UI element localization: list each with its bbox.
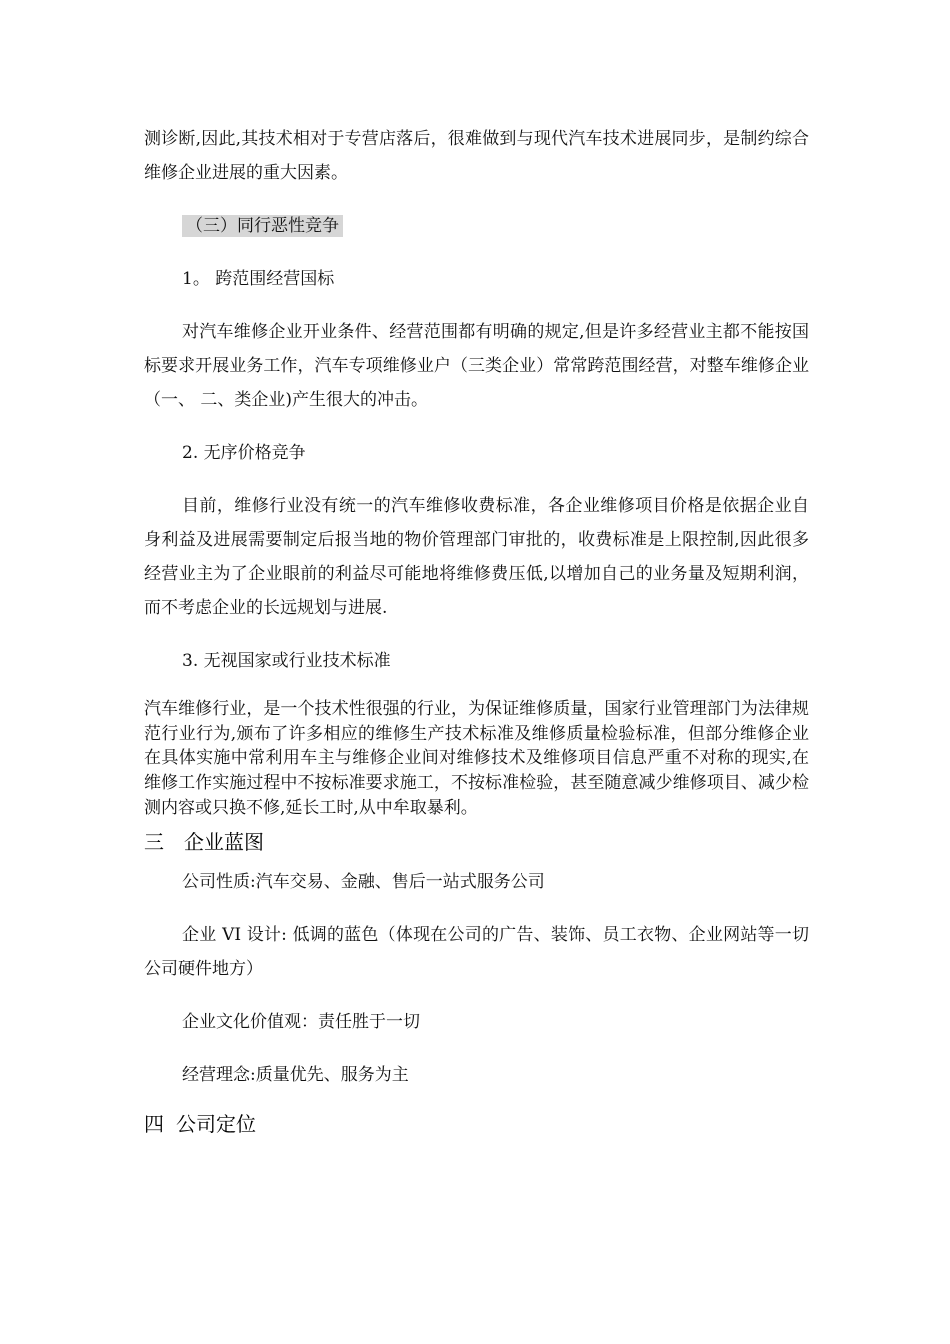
item-1-body: 对汽车维修企业开业条件、经营范围都有明确的规定,但是许多经营业主都不能按国标要求开展业务工作，汽车专项维修业户（三类企业）常常跨范围经营，对整车维修企业（一、 二、类企业)产生很大的冲击。 <box>144 322 809 410</box>
company-vi-design: 企业 VI 设计: 低调的蓝色（体现在公司的广告、装饰、员工衣物、企业网站等一切公司硬件地方） <box>144 924 809 979</box>
section-4-number: 四 <box>144 1111 164 1136</box>
section-3-number: 三 <box>144 829 164 854</box>
section-4-heading <box>144 1111 809 1137</box>
item-3-body: 汽车维修行业，是一个技术性很强的行业，为保证维修质量，国家行业管理部门为法律规范行业行为,颁布了许多相应的维修生产技术标准及维修质量检验标准，但部分维修企业在具体实施中常利用车主与维修企业间对维修技术及维修项目信息严重不对称的现实,在维修工作实施过程中不按标准要求施工，不按标准检验，甚至随意减少维修项目、减少检测内容或只换不修,延长工时,从中牟取暴利。 <box>144 699 809 818</box>
subheading-vicious-competition <box>144 209 809 243</box>
item-1-title: 1。 跨范围经营国标 <box>182 269 335 289</box>
section-3-heading <box>144 829 809 855</box>
document-body <box>144 122 809 1147</box>
item-2-body: 目前，维修行业没有统一的汽车维修收费标准，各企业维修项目价格是依据企业自身利益及进展需要制定后报当地的物价管理部门审批的，收费标准是上限控制,因此很多经营业主为了企业眼前的利益尽可能地将维修费压低,以增加自己的业务量及短期利润，而不考虑企业的长远规划与进展. <box>144 496 809 618</box>
section-3-title: 企业蓝图 <box>184 829 264 854</box>
company-nature: 公司性质:汽车交易、金融、售后一站式服务公司 <box>182 871 545 892</box>
item-2-title: 2. 无序价格竞争 <box>182 443 306 463</box>
section-4-title: 公司定位 <box>176 1111 256 1136</box>
company-philosophy: 经营理念:质量优先、服务为主 <box>182 1064 409 1085</box>
paragraph-technology-lag: 测诊断,因此,其技术相对于专营店落后，很难做到与现代汽车技术进展同步，是制约综合维修企业进展的重大因素。 <box>144 129 809 183</box>
item-3-title: 3. 无视国家或行业技术标准 <box>182 651 391 671</box>
highlighted-subheading-text: （三）同行恶性竞争 <box>182 215 343 237</box>
company-culture: 企业文化价值观：责任胜于一切 <box>182 1011 420 1032</box>
